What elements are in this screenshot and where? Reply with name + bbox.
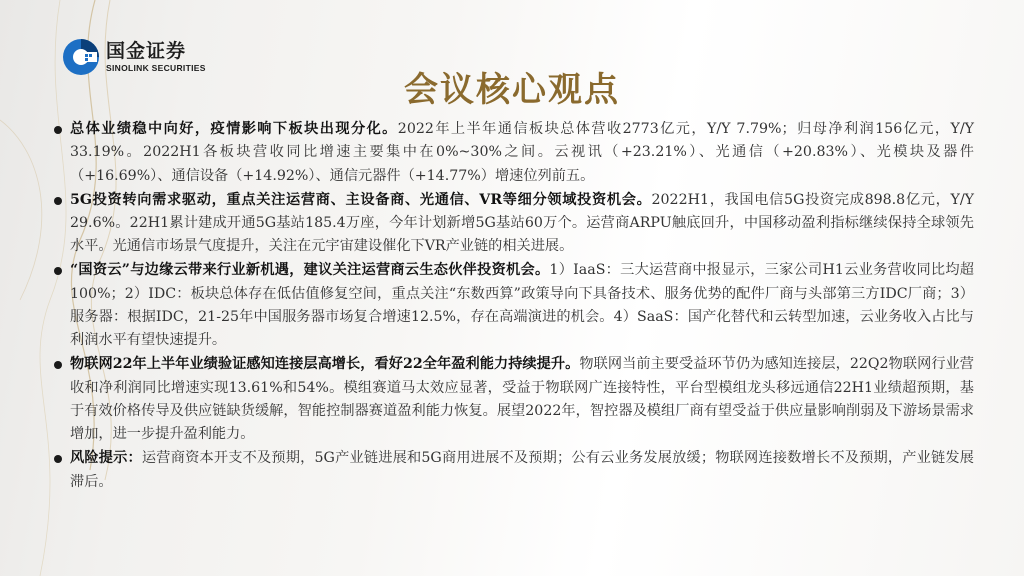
logo-chinese-name: 国金证券 <box>106 40 187 62</box>
bullet-dot-icon <box>54 126 62 134</box>
bullet-lead: 5G投资转向需求驱动，重点关注运营商、主设备商、光通信、VR等细分领域投资机会。 <box>70 191 652 208</box>
bullet-item <box>58 118 974 188</box>
bullet-dot-icon <box>54 267 62 275</box>
bullet-dot-icon <box>54 361 62 369</box>
bullet-item <box>58 447 974 494</box>
bullet-lead: 总体业绩稳中向好，疫情影响下板块出现分化。 <box>70 121 398 137</box>
bullet-dot-icon <box>54 455 62 463</box>
bullet-item <box>58 189 974 259</box>
bullet-body: 2022年上半年通信板块总体营收2773亿元，Y/Y 7.79%；归母净利润156亿元，Y/Y 33.19%。2022H1各板块营收同比增速主要集中在0%~30%之间。云视讯（+23.21%）、光通信（+20.83%）、光模块及器件（+16.69%）、通信设备（+14.92%）、通信元器件（+14.77%）增速位列前五。 <box>70 121 974 184</box>
bullet-body: 2022H1，我国电信5G投资完成898.8亿元，Y/Y 29.6%。22H1累计建成开通5G基站185.4万座，今年计划新增5G基站60万个。运营商ARPU触底回升，中国移动盈利指标继续保持全球领先水平。光通信市场景气度提升，关注在元宇宙建设催化下VR产业链的相关进展。 <box>70 191 974 255</box>
logo-english-name: SINOLINK SECURITIES <box>106 63 206 73</box>
bullet-lead: 物联网22年上半年业绩验证感知连接层高增长，看好22全年盈利能力持续提升。 <box>70 356 580 373</box>
bullet-lead: 风险提示： <box>70 450 142 467</box>
bullet-dot-icon <box>54 197 62 205</box>
page-title: 会议核心观点 <box>404 70 620 110</box>
bullet-lead: “国资云”与边缘云带来行业新机遇，建议关注运营商云生态伙伴投资机会。 <box>70 262 550 279</box>
bullet-item <box>58 259 974 353</box>
bullet-item <box>58 353 974 447</box>
bullet-body: 1）IaaS：三大运营商中报显示，三家公司H1云业务营收同比均超100%；2）IDC：板块总体存在低估值修复空间，重点关注“东数西算”政策导向下具备技术、服务优势的配件厂商与头部第三方IDC厂商；3）服务器：根据IDC，21-25年中国服务器市场复合增速12.5%，存在高端演进的机会。4）SaaS：国产化替代和云转型加速，云业务收入占比与利润水平有望快速提升。 <box>70 262 974 349</box>
bullet-body: 运营商资本开支不及预期，5G产业链进展和5G商用进展不及预期；公有云业务发展放缓；物联网连接数增长不及预期，产业链发展滞后。 <box>70 450 974 490</box>
bullet-body: 物联网当前主要受益环节仍为感知连接层，22Q2物联网行业营收和净利润同比增速实现13.61%和54%。模组赛道马太效应显著，受益于物联网广连接特性，平台型模组龙头移远通信22H1业绩超预期，基于有效价格传导及供应链缺货缓解，智能控制器赛道盈利能力恢复。展望2022年，智控器及模组厂商有望受益于供应量影响削弱及下游场景需求增加，进一步提升盈利能力。 <box>70 356 974 443</box>
bullet-list <box>58 118 974 494</box>
